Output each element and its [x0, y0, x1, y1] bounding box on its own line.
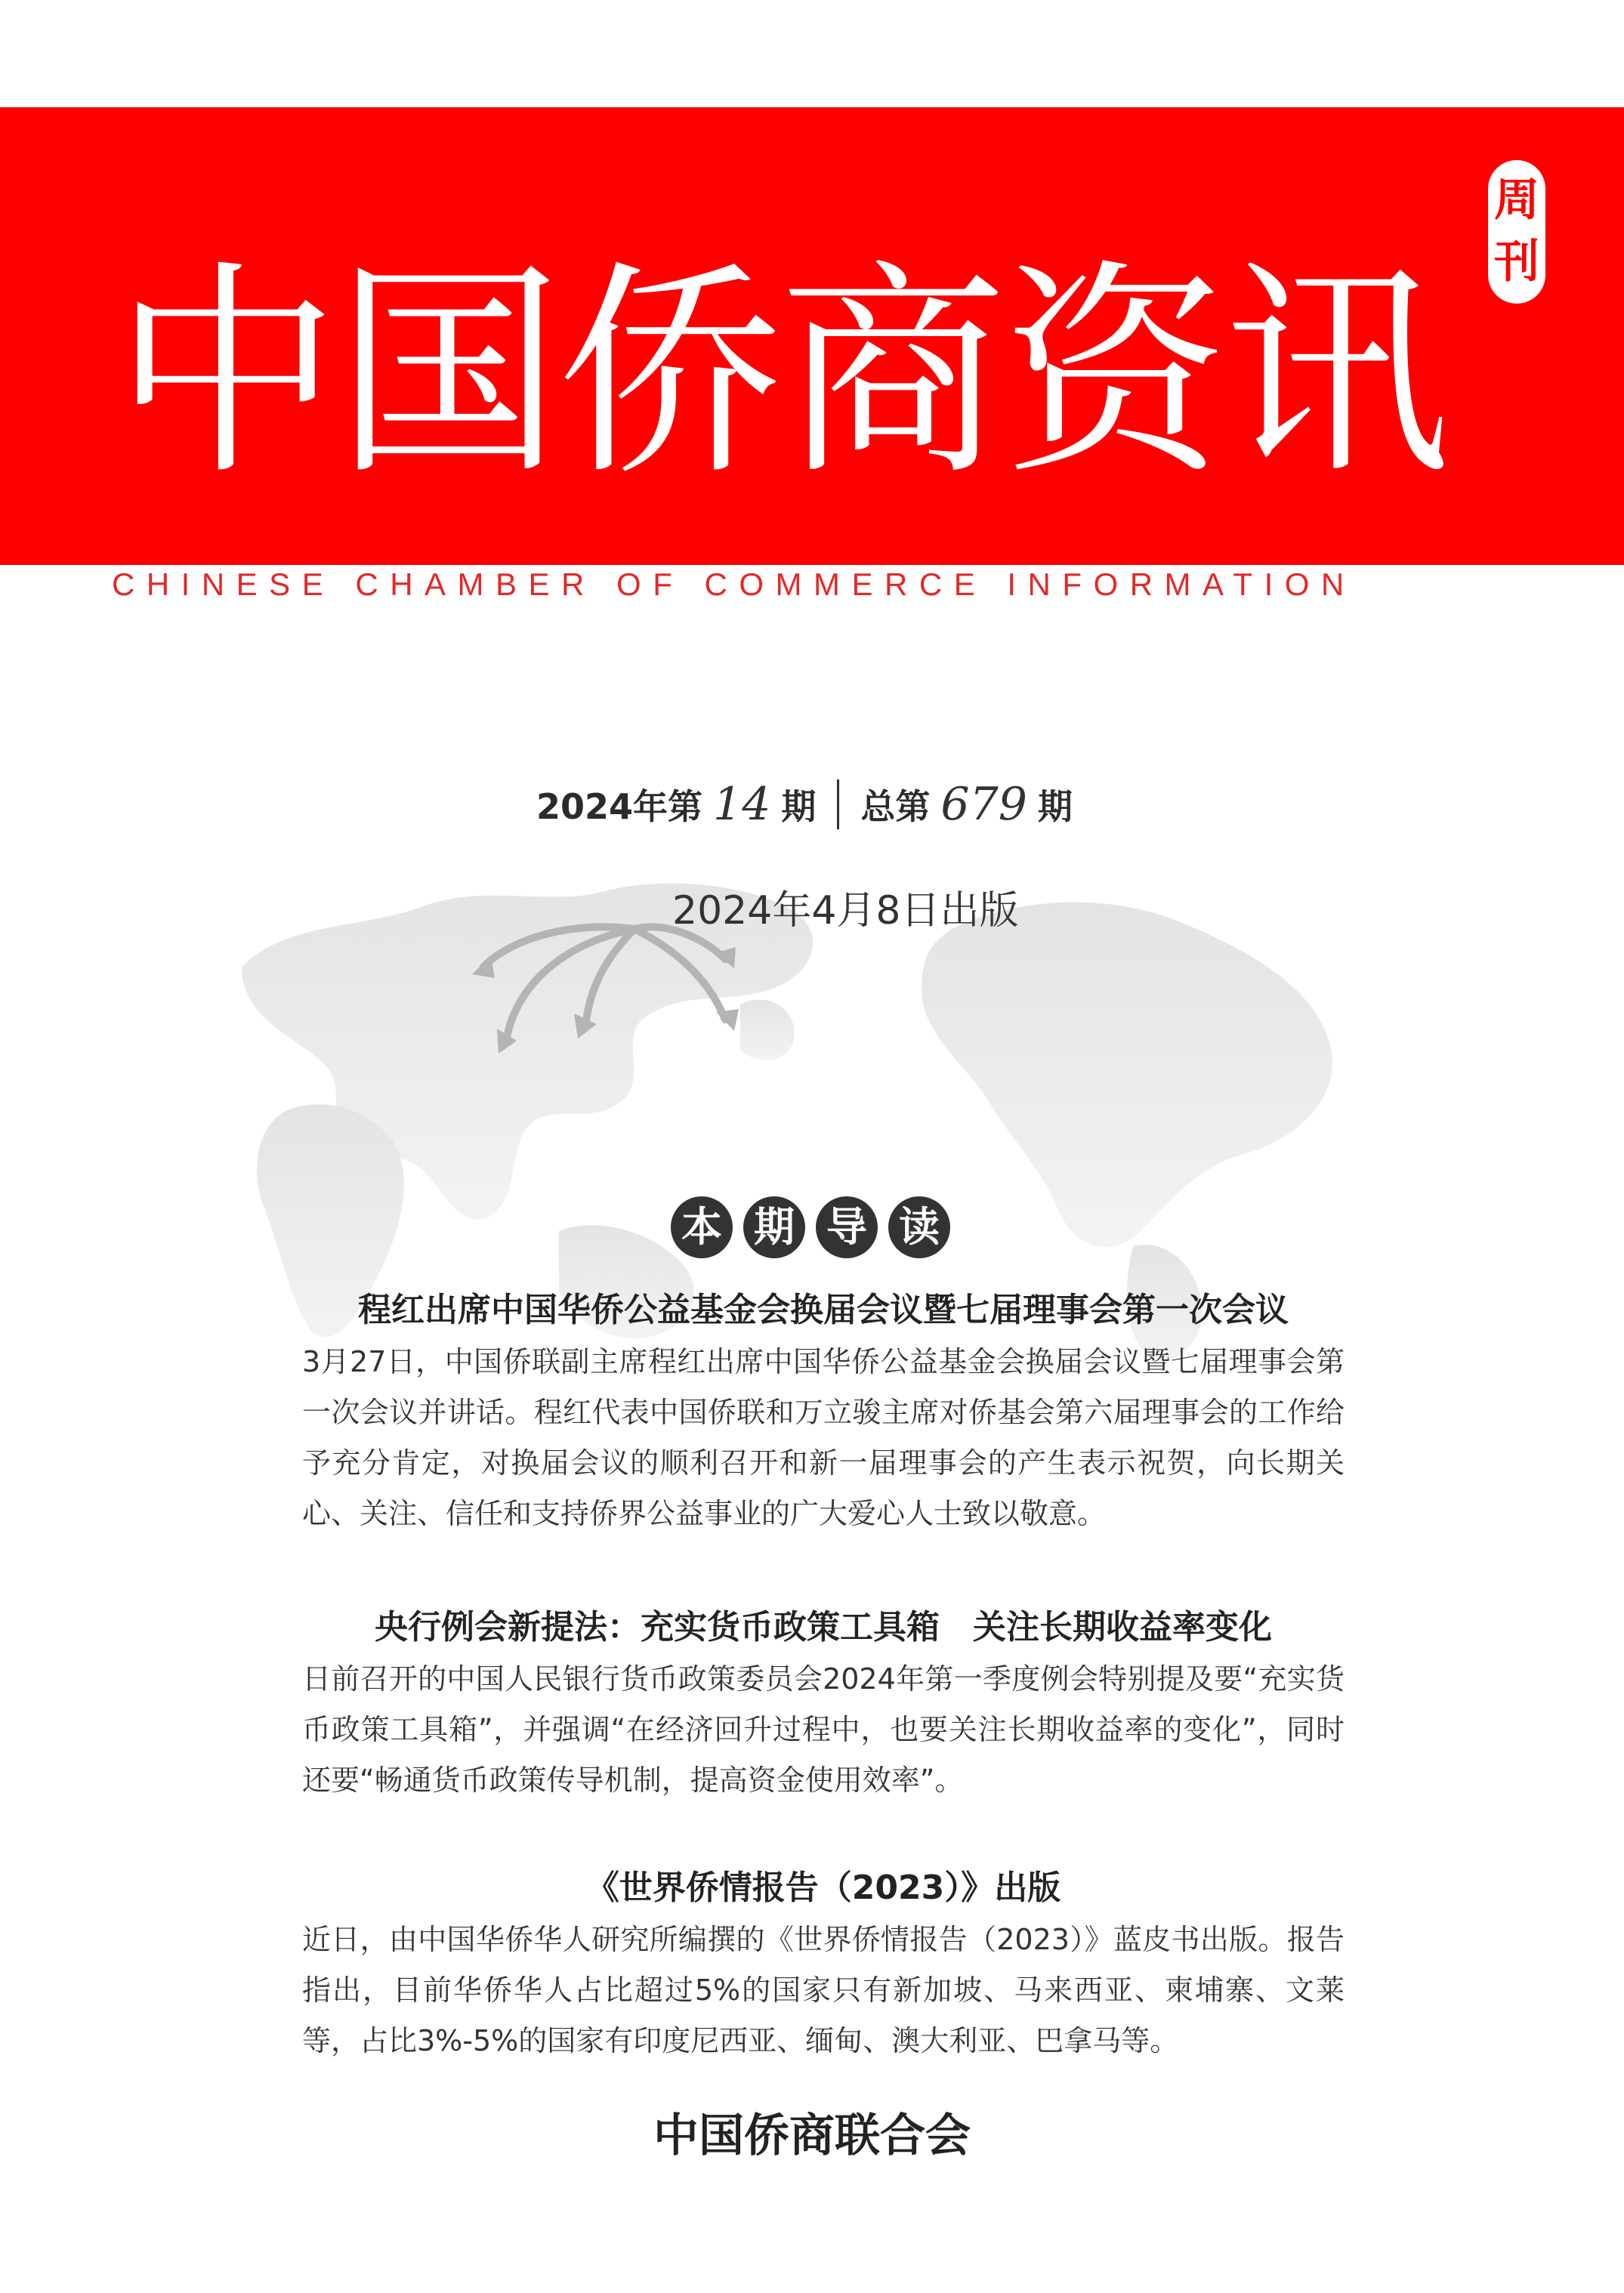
weekly-seal-char-2: 刊 — [1494, 236, 1539, 289]
issue-year-prefix: 2024年第 — [536, 786, 703, 827]
section-title-char-4: 读 — [888, 1196, 950, 1258]
total-prefix: 总第 — [860, 786, 931, 827]
article-3-title: 《世界侨情报告（2023）》出版 — [585, 1869, 1061, 1907]
issue-number: 14 — [713, 778, 771, 831]
article-2-title: 央行例会新提法：充实货币政策工具箱 关注长期收益率变化 — [375, 1608, 1272, 1646]
english-title: CHINESE CHAMBER OF COMMERCE INFORMATION — [112, 566, 1356, 602]
issue-line — [536, 778, 1073, 831]
weekly-seal-char-1: 周 — [1494, 174, 1539, 227]
issue-suffix: 期 — [781, 786, 817, 827]
section-title-char-2: 期 — [743, 1196, 805, 1258]
section-title-char-3: 导 — [816, 1196, 878, 1258]
article-1-body: 3月27日，中国侨联副主席程红出席中国华侨公益基金会换届会议暨七届理事会第一次会议并讲话。程红代表中国侨联和万立骏主席对侨基会第六届理事会的工作给予充分肯定，对换届会议的顺利召开和新一届理事会的产生表示祝贺，向长期关心、关注、信任和支持侨界公益事业的广大爱心人士致以敬意。 — [302, 1345, 1345, 1530]
article-2 — [302, 1601, 1345, 1806]
section-title-badges — [671, 1196, 950, 1258]
total-issue-number: 679 — [940, 778, 1027, 831]
article-3 — [302, 1862, 1345, 2066]
issue-divider — [837, 779, 839, 829]
publication-date: 2024年4月8日出版 — [672, 888, 1019, 934]
masthead-title: 中国侨商资讯 — [113, 242, 1446, 505]
article-3-body: 近日，由中国华侨华人研究所编撰的《世界侨情报告（2023）》蓝皮书出版。报告指出，目前华侨华人占比超过5%的国家只有新加坡、马来西亚、柬埔寨、文莱等，占比3%-5%的国家有印度尼西亚、缅甸、澳大利亚、巴拿马等。 — [302, 1923, 1345, 2057]
publisher-name: 中国侨商联合会 — [653, 2109, 971, 2162]
article-1 — [302, 1284, 1345, 1539]
article-2-body: 日前召开的中国人民银行货币政策委员会2024年第一季度例会特别提及要“充实货币政策工具箱”，并强调“在经济回升过程中，也要关注长期收益率的变化”，同时还要“畅通货币政策传导机制，提高资金使用效率”。 — [302, 1662, 1345, 1797]
section-title-char-1: 本 — [671, 1196, 733, 1258]
weekly-seal — [1488, 160, 1545, 304]
total-suffix: 期 — [1037, 786, 1073, 827]
article-1-title: 程红出席中国华侨公益基金会换届会议暨七届理事会第一次会议 — [358, 1291, 1289, 1329]
